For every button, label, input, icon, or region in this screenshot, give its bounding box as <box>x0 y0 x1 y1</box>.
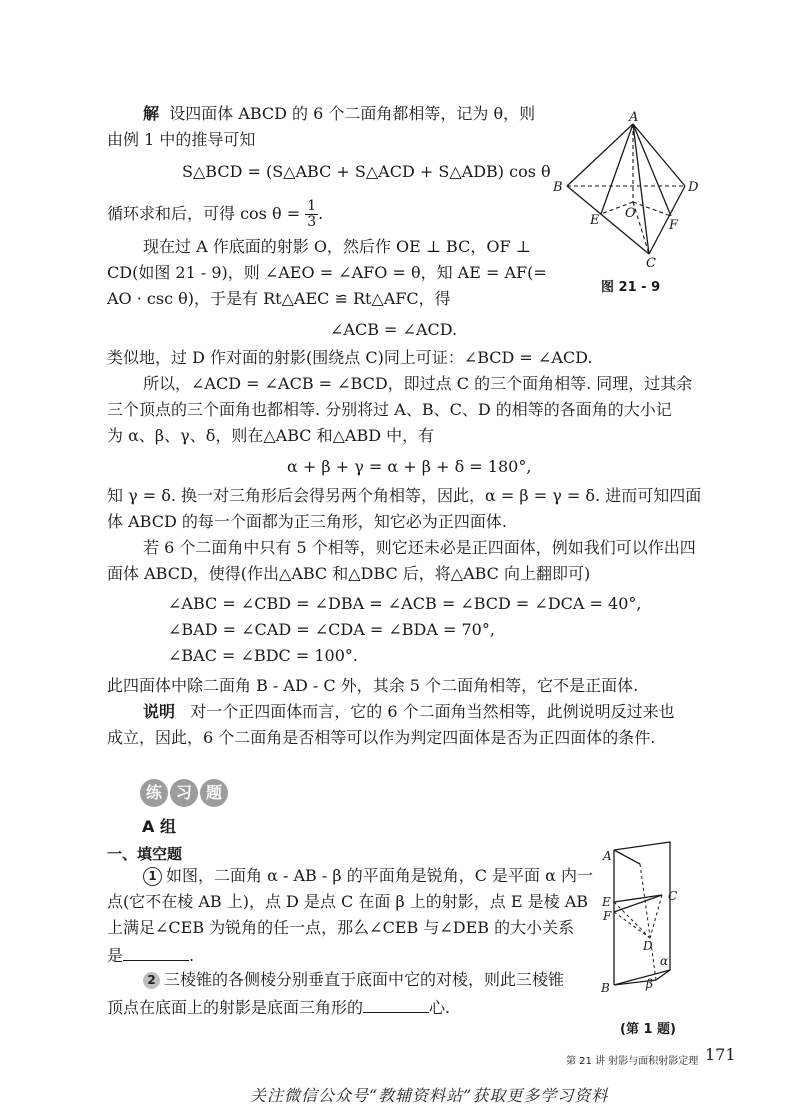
plane-beta-top <box>614 850 640 864</box>
q1-label-b: B <box>601 981 610 995</box>
question-1-number: 1 <box>143 867 162 886</box>
solution-line-13: 若 6 个二面角中只有 5 个相等，则它还未必是正四面体，例如我们可以作出四 <box>143 538 696 557</box>
solution-line-4: 现在过 A 作底面的射影 O，然后作 OE ⊥ BC，OF ⊥ <box>143 237 531 256</box>
q1-label-e: E <box>602 895 611 909</box>
figure-21-9-caption: 图 21 - 9 <box>601 280 661 295</box>
segment-of <box>633 202 671 216</box>
solution-label: 解 <box>143 104 160 123</box>
segment-fd <box>614 912 650 938</box>
label-f: F <box>669 218 679 233</box>
remark-line-1-text: 对一个正四面体而言，它的 6 个二面角当然相等，此例说明反过来也 <box>190 702 675 721</box>
q1-label-d: D <box>643 939 653 953</box>
question-2-line-1 <box>143 970 564 990</box>
dihedral-angle-figure <box>598 840 708 1000</box>
label-d: D <box>688 180 699 195</box>
question-2-end: 心. <box>429 998 451 1017</box>
solution-line-3 <box>107 199 323 230</box>
solution-line-15: 此四面体中除二面角 B - AD - C 外，其余 5 个二面角相等，它不是正面体. <box>107 676 639 695</box>
question-1-line-4-text: 是 <box>107 946 124 965</box>
question-1-answer-blank[interactable] <box>123 944 189 961</box>
question-1-line-4 <box>107 944 194 966</box>
label-b: B <box>553 180 563 195</box>
exercise-badge-3: 题 <box>200 779 228 807</box>
page-number: 171 <box>705 1045 736 1064</box>
question-2-line-1-text: 三棱锥的各侧棱分别垂直于底面中它的对棱，则此三棱锥 <box>164 970 565 989</box>
figure-q1-caption: (第 1 题) <box>620 1022 676 1037</box>
solution-line-14: 面体 ABCD，使得(作出△ABC 和△DBC 后，将△ABC 向上翻即可) <box>107 564 591 583</box>
segment-ec <box>614 895 662 902</box>
plane-beta-hidden <box>640 864 656 980</box>
fraction-numerator: 1 <box>307 198 317 214</box>
question-1-end: . <box>189 946 195 965</box>
question-2-line-2-text: 顶点在底面上的射影是底面三角形的 <box>107 998 364 1017</box>
q1-label-f: F <box>603 909 612 923</box>
group-heading: A 组 <box>142 817 176 836</box>
cos-theta-text: 循环求和后，可得 cos θ = <box>107 204 301 223</box>
solution-line-6: AO · csc θ)，于是有 Rt△AEC ≌ Rt△AFC，得 <box>107 289 451 308</box>
label-e: E <box>590 213 600 228</box>
formula-acb-acd: ∠ACB = ∠ACD. <box>330 320 458 339</box>
tetrahedron-figure <box>545 110 715 270</box>
formula-angles-40: ∠ABC = ∠CBD = ∠DBA = ∠ACB = ∠BCD = ∠DCA = 40°, <box>168 594 642 613</box>
label-a: A <box>629 110 639 125</box>
solution-line-1-text: 设四面体 ABCD 的 6 个二面角都相等，记为 θ，则 <box>169 104 536 123</box>
solution-line-11: 知 γ = δ. 换一对三角形后会得另两个角相等，因此，α = β = γ = δ. 进而可知四面 <box>107 486 702 505</box>
question-1-line-1 <box>143 866 593 886</box>
formula-angle-sum: α + β + γ = α + β + δ = 180°, <box>287 457 532 476</box>
label-o: O <box>625 206 636 221</box>
remark-label: 说明 <box>143 702 176 721</box>
exercise-badge-1: 练 <box>140 779 168 807</box>
promo-note: 关注微信公众号“教辅资料站”获取更多学习资料 <box>250 1086 609 1105</box>
formula-angles-100: ∠BAC = ∠BDC = 100°. <box>168 646 358 665</box>
edge-ad <box>633 124 685 186</box>
fraction-denominator: 3 <box>307 214 317 230</box>
solution-line-10: 为 α、β、γ、δ，则在△ABC 和△ABD 中，有 <box>107 426 435 445</box>
question-1-line-2: 点(它不在棱 AB 上)，点 D 是点 C 在面 β 上的射影，点 E 是棱 AB <box>107 892 589 911</box>
segment-cd <box>650 895 662 938</box>
solution-line-7: 类似地，过 D 作对面的射影(围绕点 C)同上可证：∠BCD = ∠ACD. <box>107 348 593 367</box>
solution-line-8: 所以，∠ACD = ∠ACB = ∠BCD，即过点 C 的三个面角相等. 同理，过其余 <box>143 374 693 393</box>
edge-dc <box>649 186 685 254</box>
label-c: C <box>646 256 656 270</box>
exercise-badge-2: 习 <box>170 779 198 807</box>
solution-line-1 <box>143 104 535 124</box>
question-2-answer-blank[interactable] <box>363 996 429 1013</box>
formula-angles-70: ∠BAD = ∠CAD = ∠CDA = ∠BDA = 70°, <box>168 620 495 639</box>
question-1-line-3: 上满足∠CEB 为锐角的任一点，那么∠CEB 与∠DEB 的大小关系 <box>107 918 575 937</box>
fraction-one-third <box>305 199 318 230</box>
segment-ed <box>614 902 650 938</box>
question-2-line-2 <box>107 996 450 1018</box>
remark-line-2: 成立，因此，6 个二面角是否相等可以作为判定四面体是否为正四面体的条件. <box>107 728 656 747</box>
chapter-footer: 第 21 讲 射影与面积射影定理 <box>566 1056 699 1067</box>
edge-ab <box>567 124 633 186</box>
segment-ae <box>601 124 633 214</box>
remark-line-1 <box>143 702 675 722</box>
section-heading: 一、填空题 <box>107 845 183 863</box>
q1-label-beta: β <box>646 977 653 991</box>
period: . <box>318 204 324 223</box>
solution-line-5: CD(如图 21 - 9)，则 ∠AEO = ∠AFO = θ，知 AE = AF(= <box>107 263 547 282</box>
segment-fc <box>614 895 662 912</box>
question-2-number: 2 <box>143 972 160 989</box>
q1-label-alpha: α <box>660 954 669 968</box>
solution-line-2: 由例 1 中的推导可知 <box>107 130 256 149</box>
q1-label-c: C <box>668 889 678 903</box>
solution-line-12: 体 ABCD 的每一个面都为正三角形，知它必为正四面体. <box>107 512 507 531</box>
question-1-line-1-text: 如图，二面角 α - AB - β 的平面角是锐角，C 是平面 α 内一 <box>166 866 594 885</box>
solution-line-9: 三个顶点的三个面角也都相等. 分别将过 A、B、C、D 的相等的各面角的大小记 <box>107 400 672 419</box>
q1-label-a: A <box>603 849 612 863</box>
formula-area-relation: S△BCD = (S△ABC + S△ACD + S△ADB) cos θ <box>182 162 551 181</box>
